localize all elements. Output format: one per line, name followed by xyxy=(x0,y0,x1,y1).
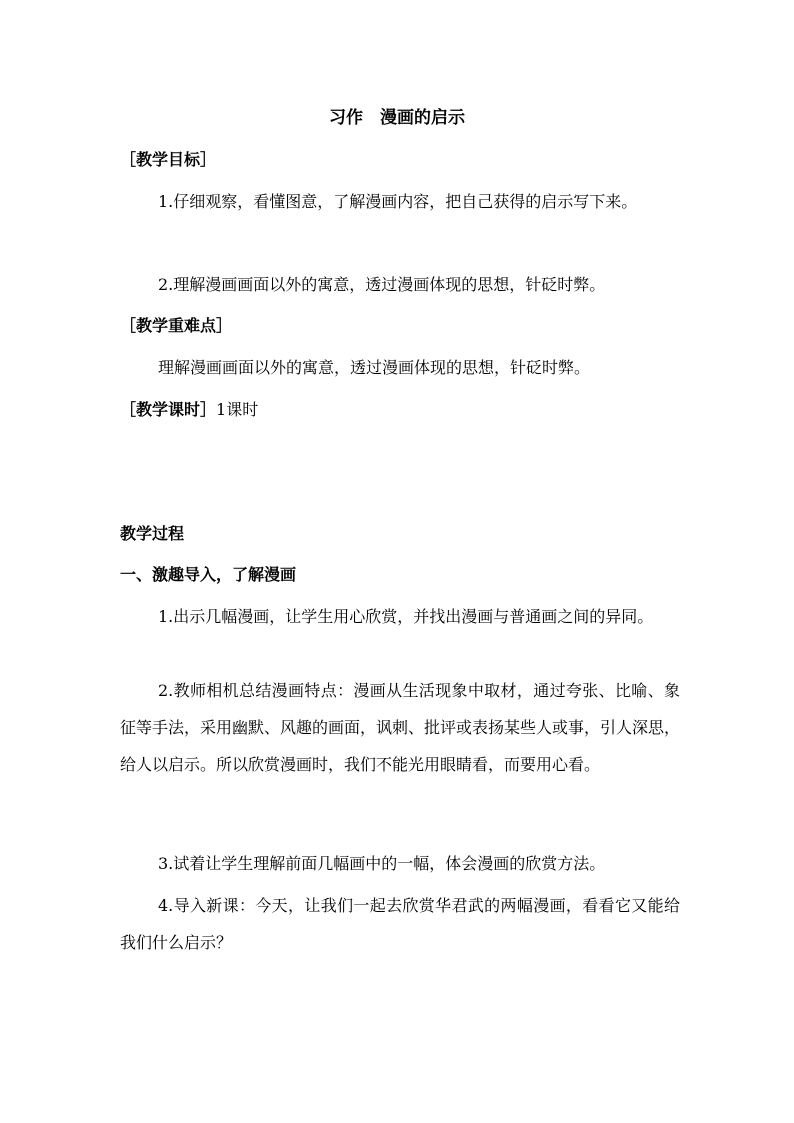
goal-1-paragraph: 1.仔细观察，看懂图意，了解漫画内容，把自己获得的启示写下来。 xyxy=(158,192,638,211)
goal-2-paragraph: 2.理解漫画画面以外的寓意，透过漫画体现的思想，针砭时弊。 xyxy=(158,275,606,294)
step-4-paragraph: 4.导入新课：今天，让我们一起去欣赏华君武的两幅漫画，看看它又能给我们什么启示？ xyxy=(120,896,680,952)
key-points-paragraph: 理解漫画画面以外的寓意，透过漫画体现的思想，针砭时弊。 xyxy=(158,358,591,377)
goals-heading: ［教学目标］ xyxy=(120,150,217,169)
step-3-paragraph: 3.试着让学生理解前面几幅画中的一幅，体会漫画的欣赏方法。 xyxy=(158,854,606,873)
key-points-heading: ［教学重难点］ xyxy=(120,316,233,335)
step-2-paragraph: 2.教师相机总结漫画特点：漫画从生活现象中取材，通过夸张、比喻、象征等手法，采用幽默、风趣的画面，讽刺、批评或表扬某些人或事，引人深思，给人以启示。所以欣赏漫画时，我们不能光用眼睛看，而要用心看。 xyxy=(120,681,681,774)
class-hours-line xyxy=(120,399,258,421)
step-1-paragraph: 1.出示几幅漫画，让学生用心欣赏，并找出漫画与普通画之间的异同。 xyxy=(158,607,654,626)
part1-heading: 一、激趣导入，了解漫画 xyxy=(120,565,297,584)
class-hours-heading: ［教学课时］ xyxy=(120,400,217,419)
process-heading: 教学过程 xyxy=(120,524,185,543)
page-title: 习作 漫画的启示 xyxy=(329,108,465,128)
class-hours-value: 1课时 xyxy=(216,400,259,419)
